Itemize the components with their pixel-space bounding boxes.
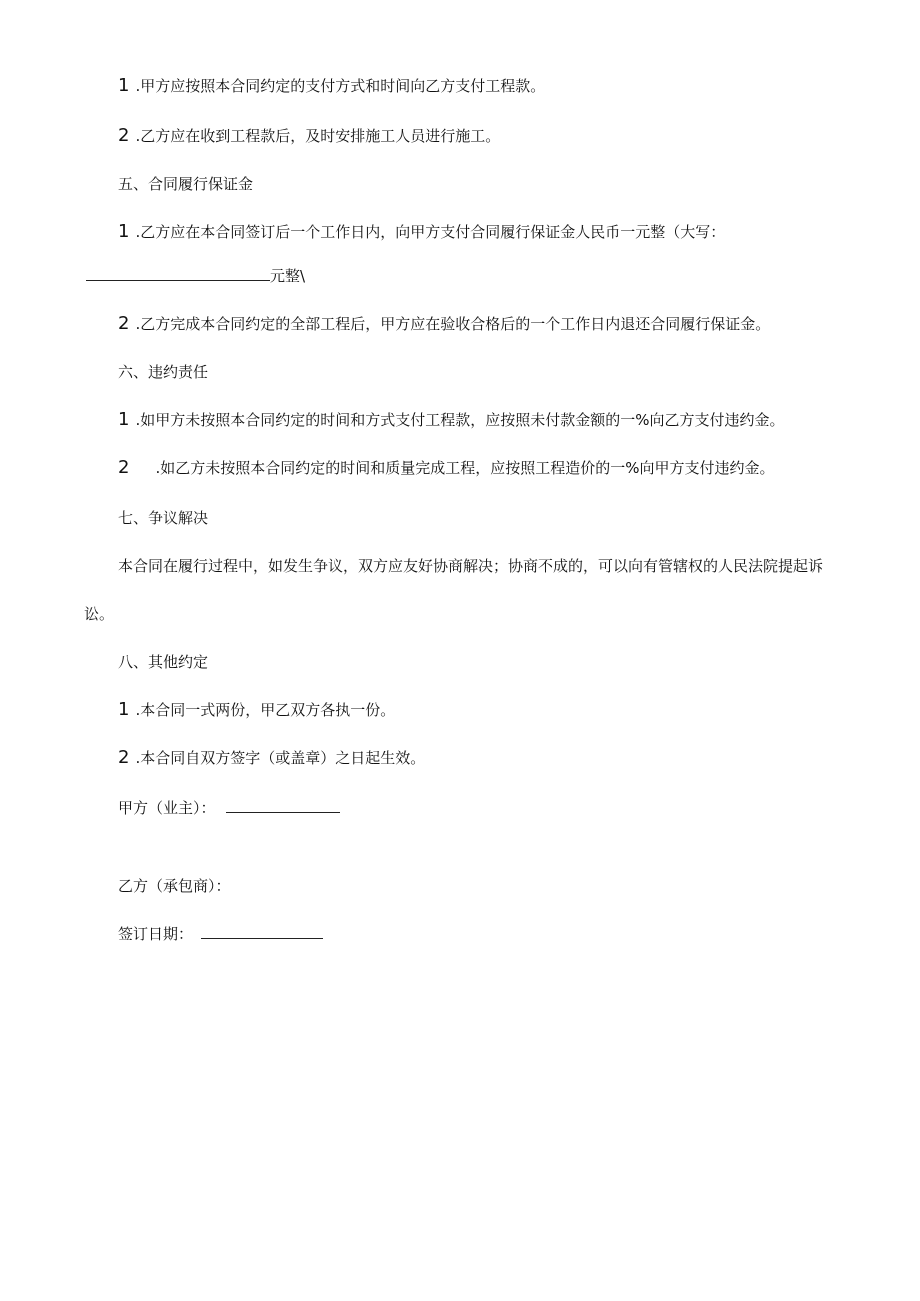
signature-label: 甲方（业主）： [118, 799, 216, 817]
item-number: 2 [118, 125, 130, 146]
section-heading-breach: 六、违约责任 [118, 363, 209, 381]
section-heading-dispute: 七、争议解决 [118, 509, 209, 527]
signature-label: 签订日期： [118, 925, 194, 943]
item-text: 元整\ [270, 267, 306, 285]
signature-party-b [118, 876, 231, 896]
signature-party-a [118, 798, 340, 818]
bond-item-2 [118, 314, 770, 334]
item-number: 1 [118, 221, 130, 242]
signature-label: 乙方（承包商）： [118, 877, 231, 895]
item-number: 1 [118, 699, 130, 720]
item-number: 2 [118, 747, 130, 768]
dispute-paragraph-line-2: 讼。 [84, 605, 115, 623]
item-text: .甲方应按照本合同约定的支付方式和时间向乙方支付工程款。 [135, 77, 546, 95]
item-text: .乙方完成本合同约定的全部工程后，甲方应在验收合格后的一个工作日内退还合同履行保证金。 [135, 315, 771, 333]
amount-blank [86, 266, 270, 281]
bond-item-1 [118, 222, 725, 242]
item-text: .本合同自双方签字（或盖章）之日起生效。 [135, 749, 426, 767]
item-text: .如乙方未按照本合同约定的时间和质量完成工程，应按照工程造价的一%向甲方支付违约金。 [155, 459, 775, 477]
other-item-1 [118, 700, 395, 720]
section-heading-other: 八、其他约定 [118, 653, 209, 671]
signature-blank [226, 798, 340, 813]
payment-item-1 [118, 76, 545, 96]
breach-item-2 [118, 458, 774, 478]
section-heading-bond: 五、合同履行保证金 [118, 175, 254, 193]
item-text: .本合同一式两份，甲乙双方各执一份。 [135, 701, 396, 719]
item-number: 1 [118, 409, 130, 430]
item-text: .乙方应在本合同签订后一个工作日内，向甲方支付合同履行保证金人民币一元整（大写： [135, 223, 726, 241]
item-text: .乙方应在收到工程款后，及时安排施工人员进行施工。 [135, 127, 501, 145]
bond-item-1-continuation [86, 266, 305, 286]
dispute-paragraph-line-1: 本合同在履行过程中，如发生争议，双方应友好协商解决；协商不成的，可以向有管辖权的人民法院提起诉 [118, 557, 824, 575]
payment-item-2 [118, 126, 500, 146]
item-number: 2 [118, 313, 130, 334]
signature-date [118, 924, 323, 944]
other-item-2 [118, 748, 425, 768]
item-number: 2 [118, 457, 130, 478]
breach-item-1 [118, 410, 784, 430]
item-text: .如甲方未按照本合同约定的时间和方式支付工程款，应按照未付款金额的一%向乙方支付违约金。 [135, 411, 785, 429]
date-blank [201, 924, 323, 939]
item-number: 1 [118, 75, 130, 96]
